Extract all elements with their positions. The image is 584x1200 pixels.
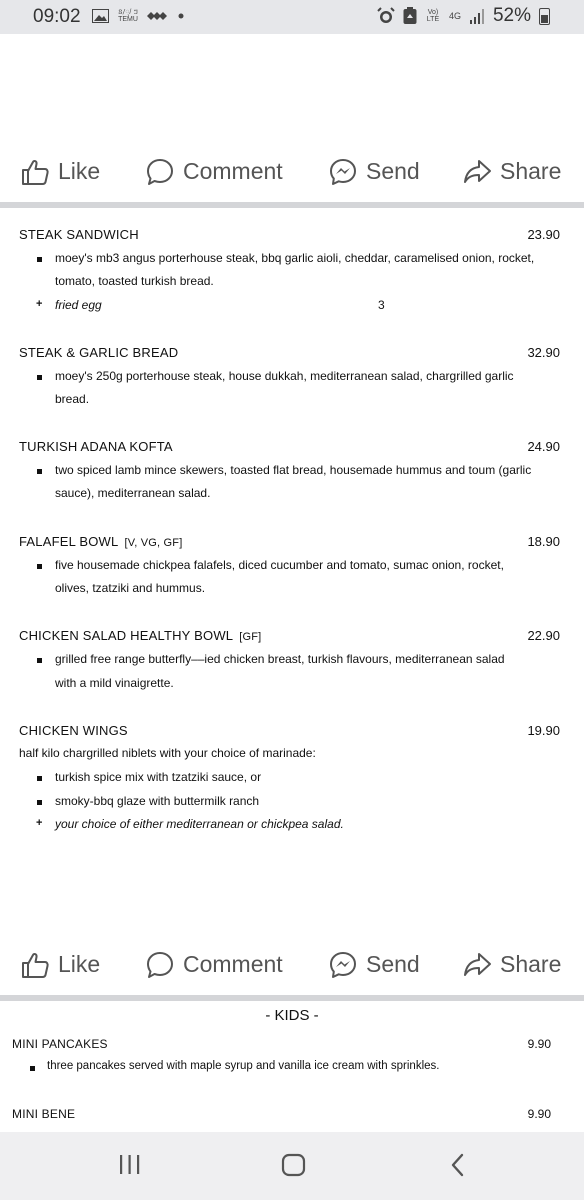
- recent-apps-button[interactable]: [118, 1152, 142, 1178]
- menu-item-desc: moey's mb3 angus porterhouse steak, bbq garlic aioli, cheddar, caramelised onion, rocket,: [55, 251, 535, 265]
- bullet: [37, 658, 42, 663]
- messenger-icon: [328, 950, 358, 980]
- plus-bullet: +: [36, 817, 43, 829]
- send-button[interactable]: [328, 149, 420, 194]
- dietary-tag: [V, VG, GF]: [124, 537, 183, 549]
- share-icon: [462, 950, 492, 980]
- status-time: 09:02: [33, 6, 81, 27]
- thumbs-up-icon: [20, 950, 50, 980]
- status-bar: [0, 0, 584, 34]
- share-button[interactable]: [462, 149, 561, 194]
- share-label: Share: [500, 158, 562, 184]
- dietary-tag: [GF]: [239, 631, 262, 643]
- menu-item-price: 22.90: [527, 628, 560, 643]
- like-button[interactable]: [20, 149, 100, 194]
- status-left-icons: [92, 9, 186, 23]
- share-icon: [462, 157, 492, 187]
- bullet: [37, 776, 42, 781]
- post-actions-bottom: [0, 942, 584, 987]
- share-button[interactable]: [462, 942, 561, 987]
- comment-button[interactable]: [145, 942, 283, 987]
- menu-item-name: FALAFEL BOWL: [19, 534, 119, 549]
- menu-item-price: 23.90: [527, 227, 560, 242]
- menu-item-desc: grilled free range butterfly––ied chicken breast, turkish flavours, mediterranean salad: [55, 652, 505, 666]
- send-label: Send: [366, 158, 420, 184]
- alarm-icon: [377, 7, 395, 25]
- battery-percent: 52%: [492, 5, 531, 26]
- section-divider-bottom: [0, 995, 584, 1001]
- menu-item-title: [19, 534, 183, 549]
- like-label: Like: [58, 158, 101, 184]
- blocks-icon: [147, 10, 167, 22]
- kids-item-price: 9.90: [527, 1107, 551, 1121]
- menu-item-option: smoky-bbq glaze with buttermilk ranch: [55, 794, 260, 808]
- post-actions-top: [0, 149, 584, 194]
- back-button[interactable]: [447, 1152, 469, 1178]
- kids-item-price: 9.90: [527, 1037, 551, 1051]
- menu-item-extra: your choice of either mediterranean or chickpea salad.: [55, 817, 344, 831]
- menu-item-price: 18.90: [527, 534, 560, 549]
- thumbs-up-icon: [20, 157, 50, 187]
- menu-item-extra: fried egg: [55, 298, 102, 312]
- status-right-icons: [377, 5, 550, 27]
- bullet: [37, 564, 42, 569]
- kids-item-title: MINI BENE: [12, 1107, 76, 1121]
- bullet: [37, 375, 42, 380]
- carrier-badge: ន/ុ/ ៗ TEMU: [118, 9, 138, 23]
- menu-item-desc: sauce), mediterranean salad.: [55, 486, 211, 500]
- kids-item-title: MINI PANCAKES: [12, 1037, 108, 1051]
- menu-item-price: 32.90: [527, 345, 560, 360]
- bullet: [30, 1066, 35, 1071]
- comment-button[interactable]: [145, 149, 283, 194]
- bullet: [37, 257, 42, 262]
- menu-item-price: 24.90: [527, 439, 560, 454]
- menu-item-desc: tomato, toasted turkish bread.: [55, 274, 214, 288]
- menu-item-desc: two spiced lamb mince skewers, toasted flat bread, housemade hummus and toum (garlic: [55, 463, 532, 477]
- section-divider-top: [0, 202, 584, 208]
- plus-bullet: +: [36, 298, 43, 310]
- send-button[interactable]: [328, 942, 420, 987]
- menu-item-desc: moey's 250g porterhouse steak, house dukkah, mediterranean salad, chargrilled garlic: [55, 369, 514, 383]
- volte-badge: Vo) LTE: [426, 9, 440, 23]
- menu-item-desc: with a mild vinaigrette.: [55, 676, 174, 690]
- menu-item-extra-price: 3: [378, 298, 385, 312]
- bullet: [37, 800, 42, 805]
- menu-item-title: STEAK SANDWICH: [19, 227, 139, 242]
- menu-item-title: TURKISH ADANA KOFTA: [19, 439, 173, 454]
- send-label: Send: [366, 951, 420, 977]
- like-button[interactable]: [20, 942, 100, 987]
- menu-item-title: CHICKEN WINGS: [19, 723, 128, 738]
- menu-item-desc: olives, tzatziki and hummus.: [55, 581, 206, 595]
- comment-icon: [145, 157, 175, 187]
- kids-item-desc: three pancakes served with maple syrup and vanilla ice cream with sprinkles.: [47, 1060, 440, 1072]
- network-badge: 4G: [448, 10, 461, 21]
- comment-icon: [145, 950, 175, 980]
- menu-item-desc: bread.: [55, 392, 90, 406]
- menu-item-title: STEAK & GARLIC BREAD: [19, 345, 179, 360]
- home-button[interactable]: [281, 1152, 307, 1178]
- menu-item-desc: five housemade chickpea falafels, diced cucumber and tomato, sumac onion, rocket,: [55, 558, 504, 572]
- share-label: Share: [500, 951, 562, 977]
- menu-item-name: CHICKEN SALAD HEALTHY BOWL: [19, 628, 234, 643]
- menu-item-option: turkish spice mix with tzatziki sauce, or: [55, 770, 262, 784]
- dot-icon: [176, 11, 186, 21]
- battery-icon: [539, 8, 550, 25]
- signal-icon: [469, 8, 485, 24]
- menu-item-intro: half kilo chargrilled niblets with your choice of marinade:: [19, 746, 316, 760]
- kids-heading: - KIDS -: [265, 1007, 319, 1024]
- comment-label: Comment: [183, 951, 283, 977]
- menu-item-price: 19.90: [527, 723, 560, 738]
- messenger-icon: [328, 157, 358, 187]
- recycle-icon: [403, 7, 417, 25]
- gallery-icon: [92, 9, 109, 23]
- menu-item-title: [19, 628, 261, 643]
- navigation-bar: [0, 1132, 584, 1200]
- comment-label: Comment: [183, 158, 283, 184]
- bullet: [37, 469, 42, 474]
- like-label: Like: [58, 951, 101, 977]
